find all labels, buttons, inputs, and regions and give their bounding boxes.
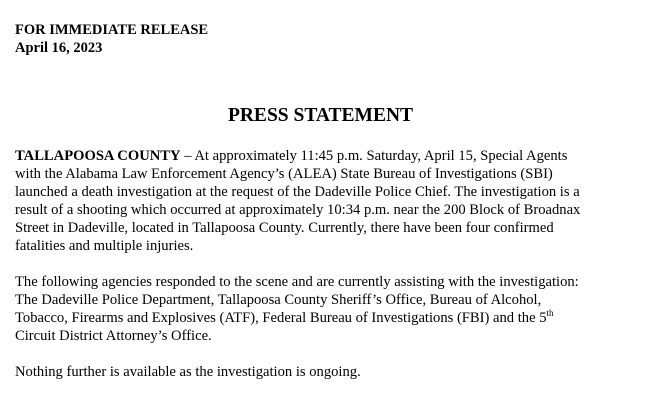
paragraph-line: launched a death investigation at the request of the Dadeville Police Chief. The investigation is a [15,184,580,200]
paragraph-line: result of a shooting which occurred at approximately 10:34 p.m. near the 200 Block of Broadnax [15,202,581,218]
page-title: PRESS STATEMENT [227,105,414,126]
release-header [15,21,208,57]
paragraph-line: Circuit District Attorney’s Office. [15,328,212,344]
paragraph-line: Tobacco, Firearms and Explosives (ATF), Federal Bureau of Investigations (FBI) and the 5th [15,308,554,326]
paragraph-line: Street in Dadeville, located in Tallapoosa County. Currently, there have been four confirmed [15,220,554,236]
paragraph-closing [15,363,655,381]
paragraph-line: with the Alabama Law Enforcement Agency’s (ALEA) State Bureau of Investigations (SBI) [15,166,553,182]
paragraph-agencies [15,273,655,345]
paragraph-line: fatalities and multiple injuries. [15,238,194,254]
release-date: April 16, 2023 [15,40,103,56]
paragraph-line: The following agencies responded to the scene and are currently assisting with the investigation: [15,274,579,290]
paragraph-incident [15,147,655,255]
paragraph-line: TALLAPOOSA COUNTY – At approximately 11:45 p.m. Saturday, April 15, Special Agents [15,148,568,164]
release-label: FOR IMMEDIATE RELEASE [15,22,209,38]
location-dateline: TALLAPOOSA COUNTY [15,148,181,164]
ordinal-superscript: th [546,308,554,318]
paragraph-line: The Dadeville Police Department, Tallapoosa County Sheriff’s Office, Bureau of Alcohol, [15,292,542,308]
paragraph-line: Nothing further is available as the investigation is ongoing. [15,364,361,380]
